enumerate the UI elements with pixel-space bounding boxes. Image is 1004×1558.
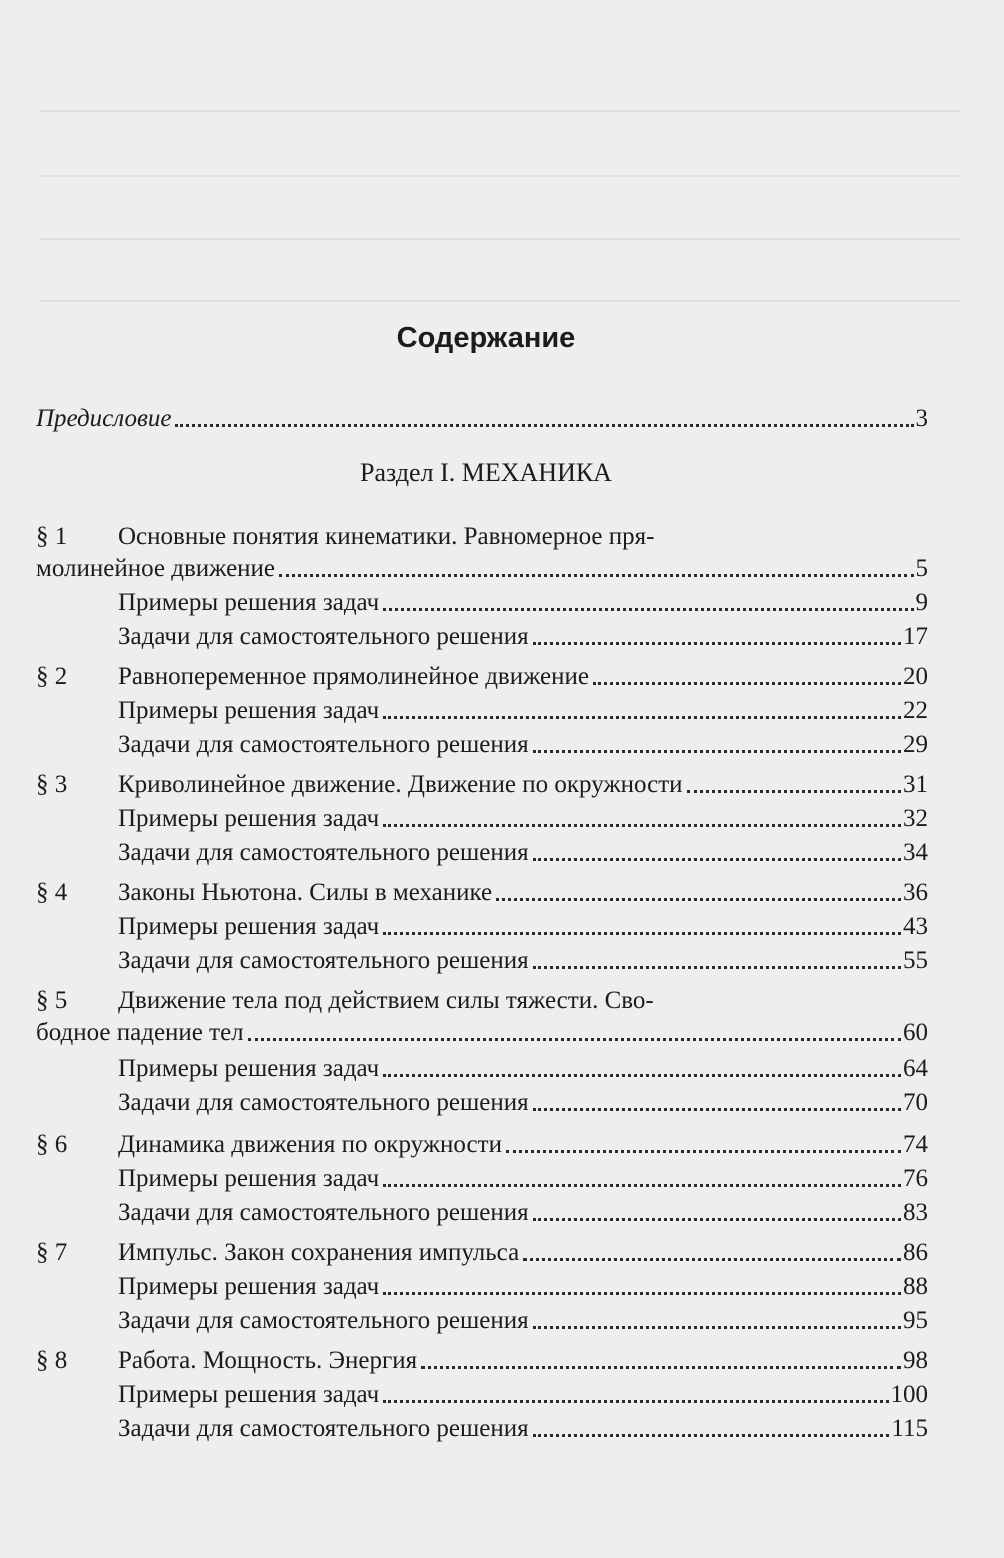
toc-subentry-row xyxy=(36,1086,928,1120)
bleed-line xyxy=(40,110,960,112)
leader-dots xyxy=(383,1261,901,1295)
entry-title: Задачи для самостоятельного решения xyxy=(118,1199,529,1226)
entry-title: Криволинейное движение. Движение по окружности xyxy=(118,771,683,798)
bleed-line xyxy=(40,238,960,240)
entry-title: бодное падение тел xyxy=(36,1019,244,1046)
leader-dots xyxy=(383,793,901,827)
toc-subentry-row xyxy=(36,944,928,978)
entry-title: Импульс. Закон сохранения импульса xyxy=(118,1239,520,1266)
entry-title: Основные понятия кинематики. Равномерное пря- xyxy=(118,523,655,550)
page-number: 31 xyxy=(903,771,928,798)
toc-subentry-row xyxy=(36,1196,928,1230)
entry-title: Задачи для самостоятельного решения xyxy=(118,1307,529,1334)
page-number: 34 xyxy=(903,839,928,866)
preface-page: 3 xyxy=(915,405,928,432)
section-number: § 6 xyxy=(36,1131,68,1158)
entry-title: Задачи для самостоятельного решения xyxy=(118,947,529,974)
page-number: 60 xyxy=(903,1019,928,1046)
leader-dots xyxy=(533,827,901,861)
page-number: 5 xyxy=(915,555,928,582)
page-number: 98 xyxy=(903,1347,928,1374)
page-number: 100 xyxy=(890,1381,928,1408)
leader-dots xyxy=(383,1369,888,1403)
entry-title: Задачи для самостоятельного решения xyxy=(118,1415,529,1442)
section-number: § 5 xyxy=(36,987,68,1014)
page-number: 95 xyxy=(903,1307,928,1334)
page-number: 22 xyxy=(903,697,928,724)
page-number: 64 xyxy=(903,1055,928,1082)
section-number: § 1 xyxy=(36,523,68,550)
leader-dots xyxy=(383,1153,901,1187)
leader-dots xyxy=(175,393,913,427)
section-number: § 8 xyxy=(36,1347,68,1374)
leader-dots xyxy=(279,543,913,577)
entry-title: Работа. Мощность. Энергия xyxy=(118,1347,418,1374)
leader-dots xyxy=(248,1007,901,1041)
leader-dots xyxy=(593,651,901,685)
leader-dots xyxy=(383,1043,901,1077)
bleed-line xyxy=(40,175,960,177)
entry-title: Примеры решения задач xyxy=(118,805,380,832)
page-number: 74 xyxy=(903,1131,928,1158)
page-number: 86 xyxy=(903,1239,928,1266)
leader-dots xyxy=(533,719,901,753)
section-number: § 7 xyxy=(36,1239,68,1266)
page-number: 55 xyxy=(903,947,928,974)
toc-subentry-row xyxy=(36,1412,928,1446)
entry-title: Динамика движения по окружности xyxy=(118,1131,502,1158)
entry-title: Примеры решения задач xyxy=(118,913,380,940)
bleed-line xyxy=(40,300,960,302)
entry-title: Задачи для самостоятельного решения xyxy=(118,839,529,866)
leader-dots xyxy=(533,1187,901,1221)
entry-title: Примеры решения задач xyxy=(118,697,380,724)
entry-title: Примеры решения задач xyxy=(118,1273,380,1300)
page-number: 83 xyxy=(903,1199,928,1226)
entry-title: Задачи для самостоятельного решения xyxy=(118,731,529,758)
page-number: 70 xyxy=(903,1089,928,1116)
entry-title: Примеры решения задач xyxy=(118,1055,380,1082)
toc-subentry-row xyxy=(36,1304,928,1338)
entry-title: Примеры решения задач xyxy=(118,589,380,616)
toc-subentry-row xyxy=(36,836,928,870)
leader-dots xyxy=(533,1403,890,1437)
leader-dots xyxy=(383,685,901,719)
leader-dots xyxy=(383,901,901,935)
entry-title: Равнопеременное прямолинейное движение xyxy=(118,663,589,690)
page-number: 36 xyxy=(903,879,928,906)
page-number: 76 xyxy=(903,1165,928,1192)
leader-dots xyxy=(533,935,901,969)
section-number: § 2 xyxy=(36,663,68,690)
entry-title: Задачи для самостоятельного решения xyxy=(118,1089,529,1116)
entry-title: Движение тела под действием силы тяжести. Сво- xyxy=(118,987,654,1014)
leader-dots xyxy=(496,867,901,901)
leader-dots xyxy=(523,1227,901,1261)
leader-dots xyxy=(533,1295,901,1329)
page-number: 9 xyxy=(915,589,928,616)
leader-dots xyxy=(506,1119,901,1153)
preface-row xyxy=(36,402,928,436)
preface-label: Предисловие xyxy=(36,405,172,432)
entry-title: Примеры решения задач xyxy=(118,1381,380,1408)
leader-dots xyxy=(383,577,913,611)
leader-dots xyxy=(533,1077,901,1111)
entry-title: Примеры решения задач xyxy=(118,1165,380,1192)
leader-dots xyxy=(687,759,901,793)
entry-title: Законы Ньютона. Силы в механике xyxy=(118,879,493,906)
page-number: 88 xyxy=(903,1273,928,1300)
leader-dots xyxy=(421,1335,901,1369)
entry-title: молинейное движение xyxy=(36,555,276,582)
section-number: § 3 xyxy=(36,771,68,798)
page-number: 20 xyxy=(903,663,928,690)
page-number: 43 xyxy=(903,913,928,940)
entry-title: Задачи для самостоятельного решения xyxy=(118,623,529,650)
toc-subentry-row xyxy=(36,620,928,654)
bleed-through-background xyxy=(0,0,1004,330)
page-title: Содержание xyxy=(396,322,576,354)
toc-subentry-row xyxy=(36,728,928,762)
leader-dots xyxy=(533,611,901,645)
section-number: § 4 xyxy=(36,879,68,906)
section-heading: Раздел I. МЕХАНИКА xyxy=(360,458,612,487)
page-number: 115 xyxy=(891,1415,928,1442)
page-number: 17 xyxy=(903,623,928,650)
page-number: 32 xyxy=(903,805,928,832)
page-number: 29 xyxy=(903,731,928,758)
